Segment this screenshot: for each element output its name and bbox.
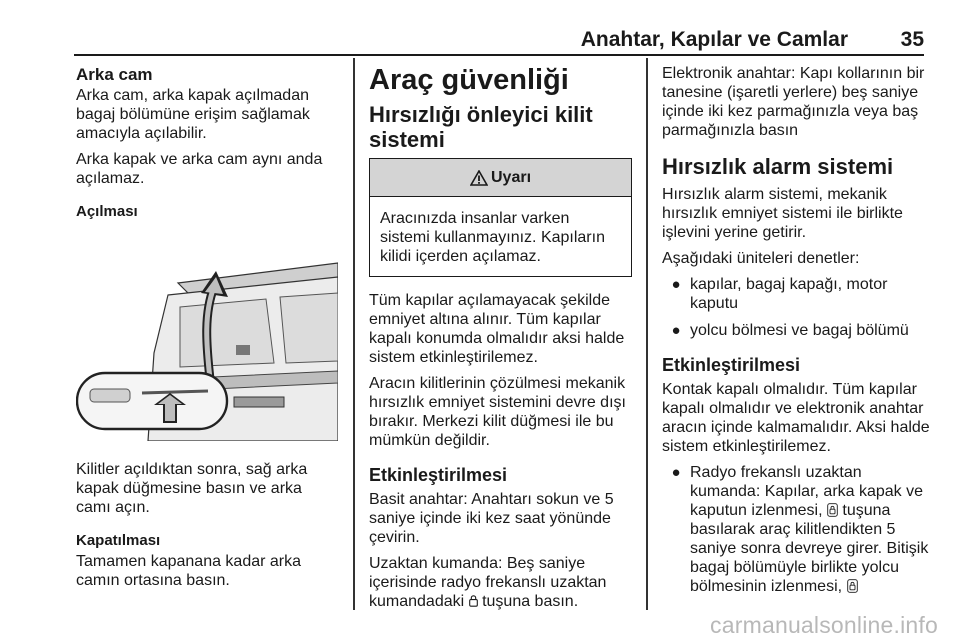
page-number: 35	[900, 28, 924, 51]
text-run: Uzaktan kumanda: Beş saniye içerisinde radyo frekanslı uzaktan kumandadaki	[369, 555, 607, 610]
text-run: tuşuna basın.	[477, 593, 579, 610]
watermark: carmanualsonline.info	[710, 612, 938, 638]
warning-triangle-icon	[470, 170, 488, 186]
paragraph: Kilitler açıldıktan sonra, sağ arka kapak düğmesine basın ve arka camı açın.	[76, 461, 308, 516]
paragraph: Elektronik anahtar: Kapı kollarının bir tanesine (işaretli yerlere) beş saniye içinde iki kez parmağınızla veya baş parmağınızla basın	[662, 65, 925, 139]
list-item	[662, 275, 932, 313]
paragraph	[369, 554, 633, 611]
subheading-opening: Açılması	[76, 203, 138, 220]
paragraph: Basit anahtar: Anahtarı sokun ve 5 saniye içinde iki kez saat yönünde çevirin.	[369, 491, 614, 546]
column-divider	[646, 58, 648, 610]
paragraph: Arka kapak ve arka cam aynı anda açılamaz.	[76, 151, 323, 187]
column-middle	[369, 64, 633, 618]
column-left	[76, 64, 338, 597]
column-divider	[353, 58, 355, 610]
list-item-text: kapılar, bagaj kapağı, motor kaputu	[690, 276, 888, 312]
section-title-alarm: Hırsızlık alarm sistemi	[662, 154, 894, 179]
paragraph: Arka cam, arka kapak açılmadan bagaj bölümüne erişim sağlamak amacıyla açılabilir.	[76, 87, 310, 142]
header-rule	[74, 54, 924, 56]
column-right	[662, 64, 932, 604]
subheading-activation: Etkinleştirilmesi	[369, 465, 508, 485]
subheading-closing: Kapatılması	[76, 532, 161, 549]
list-item	[662, 321, 932, 340]
warning-box	[369, 158, 632, 277]
paragraph: Aşağıdaki üniteleri denetler:	[662, 250, 860, 267]
paragraph: Hırsızlık alarm sistemi, mekanik hırsızlık emniyet sistemi ile birlikte işlevini yerine getirir.	[662, 186, 903, 241]
paragraph: Tamamen kapanana kadar arka camın ortasına basın.	[76, 553, 302, 589]
list-item	[662, 463, 932, 596]
bullet-icon: ●	[671, 276, 681, 293]
bullet-icon: ●	[671, 322, 681, 339]
lock-key-icon	[827, 503, 838, 517]
list-item-text: yolcu bölmesi ve bagaj bölümü	[690, 322, 909, 339]
warning-label: Uyarı	[490, 168, 532, 186]
subsection-title-anti-theft: Hırsızlığı önleyici kilit sistemi	[369, 102, 593, 152]
text-run: tuşuna basılarak araç kilitlendikten 5 saniye sonra devreye girer. Bitişik bagaj bölümüyle birlikte yolcu bölmesinin izlenmesi,	[690, 502, 929, 595]
lock-key-icon	[847, 579, 858, 593]
warning-header	[370, 159, 631, 197]
bullet-icon: ●	[671, 464, 681, 481]
list-item-text	[690, 463, 932, 596]
section-title-vehicle-security: Araç güvenliği	[369, 64, 569, 96]
paragraph: Tüm kapılar açılamayacak şekilde emniyet altına alınır. Tüm kapılar kapalı konumda olmalıdır aksi halde sistem etkinleştirilemez.	[369, 292, 625, 366]
paragraph: Aracın kilitlerinin çözülmesi mekanik hırsızlık emniyet sistemini devre dışı bırakır. Merkezi kilit düğmesi ile bu mümkün değildir.	[369, 375, 626, 449]
warning-text: Aracınızda insanlar varken sistemi kullanmayınız. Kapıların kilidi içerden açılamaz.	[380, 210, 605, 265]
subheading-activation: Etkinleştirilmesi	[662, 355, 801, 375]
text-run: Radyo frekanslı uzaktan kumanda: Kapılar, arka kapak ve kaputun izlenmesi,	[690, 464, 924, 519]
section-heading-rear-window: Arka cam	[76, 65, 153, 84]
paragraph: Kontak kapalı olmalıdır. Tüm kapılar kapalı olmalıdır ve elektronik anahtar aracın içinde kalmamalıdır. Aksi halde sistem etkinleştirilemez.	[662, 381, 930, 455]
page-header	[0, 0, 960, 56]
chapter-title: Anahtar, Kapılar ve Camlar	[580, 28, 848, 51]
lock-key-icon	[469, 595, 478, 607]
rear-window-opening-illustration	[76, 233, 338, 441]
